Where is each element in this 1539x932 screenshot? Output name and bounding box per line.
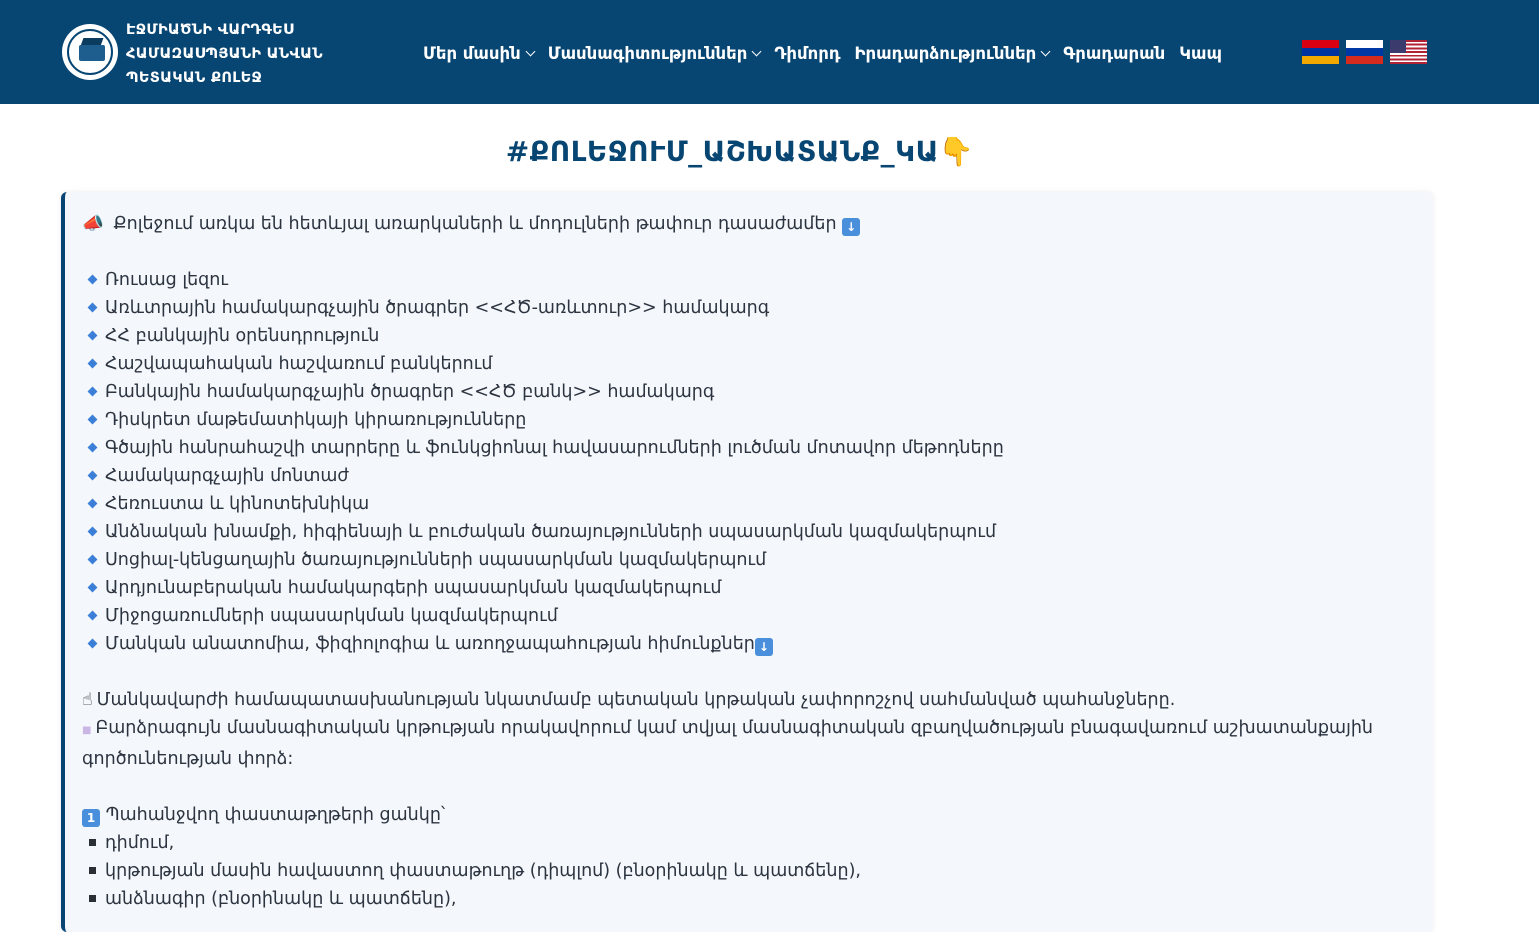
- blue-diamond-icon: [88, 275, 98, 285]
- experience-line: [82, 714, 1412, 773]
- spacer: [82, 773, 1412, 801]
- us-flag-icon[interactable]: [1390, 40, 1427, 64]
- blue-diamond-icon: [88, 499, 98, 509]
- document-text: անձնագիր (բնօրինակը և պատճենը),: [105, 889, 457, 909]
- list-item-text: Բանկային համակարգչային ծրագրեր <<ՀԾ բանկ>> համակարգ: [105, 382, 715, 402]
- document-item: [82, 857, 1412, 885]
- blue-diamond-icon: [88, 387, 98, 397]
- list-item: [82, 490, 1412, 518]
- document-text: կրթության մասին հավաստող փաստաթուղթ (դիպլոմ) (բնօրինակը և պատճենը),: [105, 861, 861, 881]
- list-item-text: Առևտրային համակարգչային ծրագրեր <<ՀԾ-առևտուր>> համակարգ: [105, 298, 770, 318]
- bullet-dot-icon: ■: [82, 725, 92, 736]
- blue-diamond-icon: [88, 331, 98, 341]
- russian-flag-icon[interactable]: [1346, 40, 1383, 64]
- list-item-text: Անձնական խնամքի, հիգիենայի և բուժական ծառայությունների սպասարկման կազմակերպում: [105, 522, 997, 542]
- documents-heading-text: Պահանջվող փաստաթղթերի ցանկը՝: [105, 805, 446, 825]
- document-text: դիմում,: [105, 833, 175, 853]
- blue-diamond-icon: [88, 639, 98, 649]
- nav-contact-label: Կապ: [1179, 43, 1222, 63]
- list-item: [82, 630, 1412, 658]
- post-intro: [82, 210, 1412, 238]
- page-title: [0, 135, 1480, 168]
- list-item: [82, 406, 1412, 434]
- list-item-text: Հեռուստա և կինոտեխնիկա: [105, 494, 370, 514]
- blue-diamond-icon: [88, 303, 98, 313]
- pointing-up-icon: ☝: [82, 690, 93, 710]
- experience-text: Բարձրագույն մասնագիտական կրթության որակավորում կամ տվյալ մասնագիտական զբաղվածության բնագավառում աշխատանքային գործունեության փորձ:: [82, 718, 1374, 769]
- list-item: [82, 350, 1412, 378]
- blue-diamond-icon: [88, 611, 98, 621]
- nav-library-label: Գրադարան: [1063, 43, 1166, 63]
- page-title-text: #ՔՈԼԵՋՈՒՄ_ԱՇԽԱՏԱՆՔ_ԿԱ: [505, 135, 939, 168]
- spacer: [82, 658, 1412, 686]
- post-content: [82, 210, 1412, 913]
- list-item: [82, 602, 1412, 630]
- list-item: [82, 462, 1412, 490]
- language-switcher: [1302, 40, 1434, 64]
- documents-heading: [82, 801, 1412, 829]
- armenian-flag-icon[interactable]: [1302, 40, 1339, 64]
- blue-diamond-icon: [88, 443, 98, 453]
- post-intro-text: Քոլեջում առկա են հետևյալ առարկաների և մոդուլների թափուր դասաժամեր: [113, 214, 837, 234]
- list-item: [82, 434, 1412, 462]
- nav-contact[interactable]: [1179, 44, 1222, 63]
- black-square-icon: [89, 895, 96, 902]
- blue-diamond-icon: [88, 527, 98, 537]
- list-item-text: ՀՀ բանկային օրենսդրություն: [105, 326, 380, 346]
- list-item-text: Սոցիալ-կենցաղային ծառայությունների սպասարկման կազմակերպում: [105, 550, 767, 570]
- list-item: [82, 294, 1412, 322]
- brand-name[interactable]: [126, 18, 356, 90]
- list-item: [82, 266, 1412, 294]
- nav-specialties[interactable]: [548, 44, 761, 63]
- requirement-text: Մանկավարժի համապատասխանության նկատմամբ պետական կրթական չափորոշչով սահմանված պահանջները.: [96, 690, 1176, 710]
- list-item-text: Արդյունաբերական համակարգերի սպասարկման կազմակերպում: [105, 578, 722, 598]
- chevron-down-icon: [752, 46, 762, 56]
- list-item-text: Հաշվապահական հաշվառում բանկերում: [105, 354, 493, 374]
- blue-diamond-icon: [88, 471, 98, 481]
- arrow-down-icon: ↓: [755, 638, 773, 656]
- list-item: [82, 518, 1412, 546]
- brand-line-2: ՀԱՄԱԶԱՍՊՅԱՆԻ ԱՆՎԱՆ: [126, 46, 323, 62]
- keycap-number-icon: 1: [82, 809, 100, 827]
- blue-diamond-icon: [88, 359, 98, 369]
- logo-ring: [67, 29, 113, 75]
- flag-canton: [1390, 40, 1406, 53]
- college-logo[interactable]: [62, 24, 118, 80]
- list-item-text: Համակարգչային մոնտաժ: [105, 466, 349, 486]
- arrow-down-icon: ↓: [842, 218, 860, 236]
- spacer: [82, 238, 1412, 266]
- book-icon: [79, 45, 105, 61]
- nav-events[interactable]: [855, 44, 1050, 63]
- nav-applicant-label: Դիմորդ: [774, 43, 841, 63]
- nav-about[interactable]: [423, 44, 534, 63]
- nav-specialties-label: Մասնագիտություններ: [547, 43, 748, 63]
- list-item-text: Գծային հանրահաշվի տարրերը և ֆունկցիոնալ հավասարումների լուծման մոտավոր մեթոդները: [105, 438, 1004, 458]
- list-item-text: Մանկան անատոմիա, ֆիզիոլոգիա և առողջապահության հիմունքներ: [105, 634, 755, 654]
- main-nav: [423, 40, 1236, 66]
- black-square-icon: [89, 839, 96, 846]
- list-item-text: Դիսկրետ մաթեմատիկայի կիրառությունները: [105, 410, 527, 430]
- list-item-text: Միջոցառումների սպասարկման կազմակերպում: [105, 606, 558, 626]
- nav-about-label: Մեր մասին: [423, 43, 521, 63]
- chevron-down-icon: [525, 46, 535, 56]
- black-square-icon: [89, 867, 96, 874]
- document-item: [82, 829, 1412, 857]
- chevron-down-icon: [1041, 46, 1051, 56]
- megaphone-icon: 📣: [82, 214, 104, 234]
- list-item: [82, 322, 1412, 350]
- list-item: [82, 574, 1412, 602]
- list-item: [82, 378, 1412, 406]
- blue-diamond-icon: [88, 583, 98, 593]
- nav-library[interactable]: [1063, 44, 1165, 63]
- list-item-text: Ռուսաց լեզու: [105, 270, 228, 290]
- blue-diamond-icon: [88, 415, 98, 425]
- blue-diamond-icon: [88, 555, 98, 565]
- document-item: [82, 885, 1412, 913]
- brand-line-3: ՊԵՏԱԿԱՆ ՔՈԼԵՋ: [126, 70, 263, 86]
- nav-applicant[interactable]: [774, 44, 840, 63]
- site-header: [0, 0, 1539, 104]
- list-item: [82, 546, 1412, 574]
- nav-events-label: Իրադարձություններ: [854, 43, 1037, 63]
- requirement-line: [82, 686, 1412, 714]
- pointing-down-emoji: 👇: [938, 135, 975, 168]
- brand-line-1: ԷՋՄԻԱԾՆԻ ՎԱՐԴԳԵՍ: [126, 22, 294, 38]
